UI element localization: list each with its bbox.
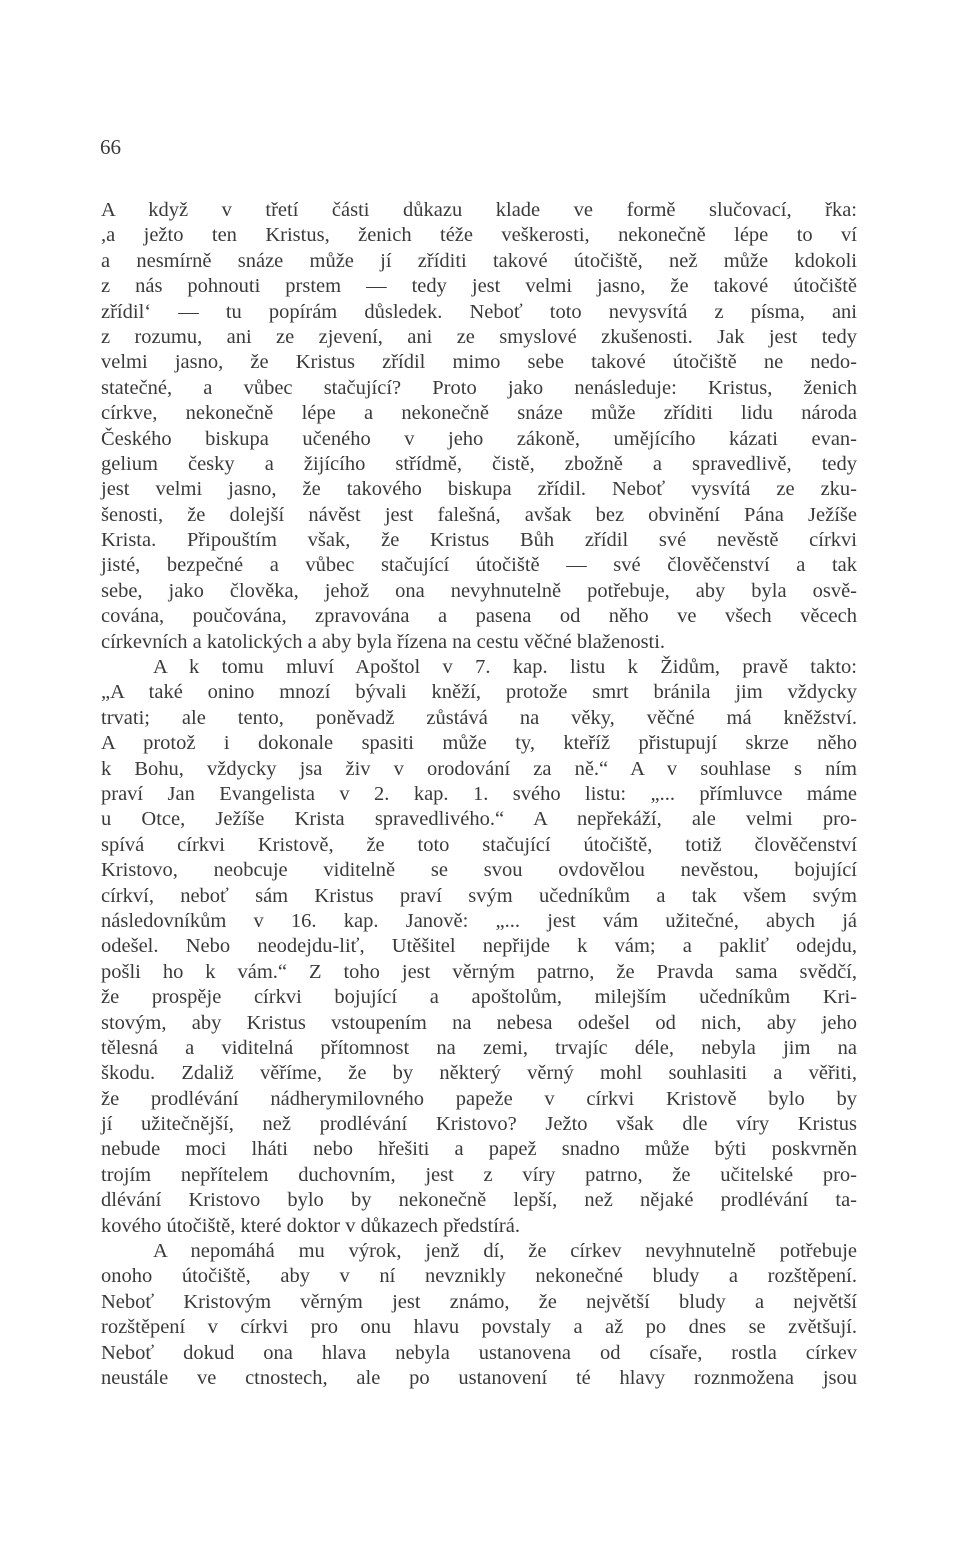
text-line: církevních a katolických a aby byla řízena na cestu věčné blaženosti. — [101, 630, 666, 653]
text-line: „A také onino mnozí bývali kněží, protože smrt bránila jim vždycky — [101, 681, 857, 704]
text-line: jí užitečnější, než prodlévání Kristovo? Ježto však dle víry Kristus — [101, 1113, 857, 1136]
text-line: církví, neboť sám Kristus praví svým učedníkům a tak všem svým — [101, 884, 857, 907]
text-line: církve, nekonečně lépe a nekonečně snáze může zříditi lidu národa — [101, 402, 857, 425]
text-line: onoho útočiště, aby v ní nevznikly nekonečné bludy a rozštěpení. — [101, 1265, 857, 1288]
text-line: rozštěpení v církvi pro onu hlavu povstaly a až po dnes se zvětšují. — [101, 1316, 857, 1339]
text-line: následovníkům v 16. kap. Janově: „... jest vám užitečné, abych já — [101, 909, 857, 932]
text-line: dlévání Kristovo bylo by nekonečně lepší, než nějaké prodlévání ta- — [101, 1189, 857, 1212]
text-line: nebude moci lháti nebo hřešiti a papež snadno může býti poskvrněn — [101, 1138, 857, 1161]
text-line: Neboť dokud ona hlava nebyla ustanovena od císaře, rostla církev — [101, 1341, 857, 1364]
text-line: k Bohu, vždycky jsa živ v orodování za ně.“ A v souhlase s ním — [101, 757, 857, 780]
text-line: ,a ježto ten Kristus, ženich téže veškerosti, nekonečně lépe to ví — [101, 224, 857, 247]
text-line: trojím nepřítelem duchovním, jest z víry patrno, že učitelské pro- — [101, 1163, 857, 1186]
text-line: Českého biskupa učeného v jeho zákoně, umějícího kázati evan- — [101, 427, 857, 450]
text-line: Kristovo, neobcuje viditelně se svou ovdovělou nevěstou, bojující — [101, 859, 857, 882]
text-line: cována, poučována, zpravována a pasena od něho ve všech věcech — [101, 605, 857, 628]
text-line: škodu. Zdaliž věříme, že by některý věrný mohl souhlasiti a věřiti, — [101, 1062, 857, 1085]
text-line: že prodlévání nádherymilovného papeže v církvi Kristově bylo by — [101, 1087, 857, 1110]
text-line: spívá církvi Kristově, že toto stačující útočiště, totiž člověčenství — [101, 833, 857, 856]
text-line: Neboť Kristovým věrným jest známo, že největší bludy a největší — [101, 1290, 857, 1313]
text-line: odešel. Nebo neodejdu-liť, Utěšitel nepřijde k vám; a pakliť odejdu, — [101, 935, 857, 958]
text-line: A protož i dokonale spasiti může ty, kteříž přistupují skrze něho — [101, 732, 857, 755]
text-line: gelium česky a žijícího střídmě, čistě, zbožně a spravedlivě, tedy — [101, 452, 857, 475]
text-line: velmi jasno, že Kristus zřídil mimo sebe takové útočiště ne nedo- — [101, 351, 857, 374]
text-line: A nepomáhá mu výrok, jenž dí, že církev nevyhnutelně potřebuje — [153, 1240, 857, 1263]
text-line: šenosti, že dolejší návěst jest falešná, avšak bez obvinění Pána Ježíše — [101, 503, 857, 526]
text-line: jisté, bezpečné a vůbec stačující útočiště — své člověčenství a tak — [101, 554, 857, 577]
text-line: neustále ve ctnostech, ale po ustanovení té hlavy roznmožena jsou — [101, 1366, 857, 1389]
page-number: 66 — [100, 135, 121, 159]
text-line: A když v třetí části důkazu klade ve formě slučovací, řka: — [101, 199, 857, 221]
text-line: A k tomu mluví Apoštol v 7. kap. listu k Židům, pravě takto: — [153, 656, 857, 679]
text-line: jest velmi jasno, že takového biskupa zřídil. Neboť vysvítá ze zku- — [101, 478, 857, 501]
text-line: trvati; ale tento, poněvadž zůstává na věky, věčné má kněžství. — [101, 706, 857, 729]
text-line: sebe, jako člověka, jehož ona nevyhnutelně potřebuje, aby byla osvě- — [101, 579, 857, 602]
text-line: a nesmírně snáze může jí zříditi takové útočiště, než může kdokoli — [101, 249, 857, 272]
text-line: pošli ho k vám.“ Z toho jest věrným patrno, že Pravda sama svědčí, — [101, 960, 857, 983]
text-line: z nás pohnouti prstem — tedy jest velmi jasno, že takové útočiště — [101, 275, 857, 298]
text-line: Krista. Připouštím však, že Kristus Bůh zřídil své nevěstě církvi — [101, 529, 857, 552]
text-line: u Otce, Ježíše Krista spravedlivého.“ A nepřekáží, ale velmi pro- — [101, 808, 857, 831]
text-line: tělesná a viditelná přítomnost na zemi, trvajíc déle, nebyla jim na — [101, 1036, 857, 1059]
body-text — [101, 198, 857, 1391]
text-line: statečné, a vůbec stačující? Proto jako nenásleduje: Kristus, ženich — [101, 376, 857, 399]
text-line: že prospěje církvi bojující a apoštolům, milejším učedníkům Kri- — [101, 986, 857, 1009]
text-line: kového útočiště, které doktor v důkazech předstírá. — [101, 1214, 520, 1237]
text-line: praví Jan Evangelista v 2. kap. 1. svého listu: „... přímluvce máme — [101, 782, 857, 805]
text-line: z rozumu, ani ze zjevení, ani ze smyslové zkušenosti. Jak jest tedy — [101, 325, 857, 348]
text-line: stovým, aby Kristus vstoupením na nebesa odešel od nich, aby jeho — [101, 1011, 857, 1034]
text-line: zřídil‘ — tu popírám důsledek. Neboť toto nevysvítá z písma, ani — [101, 300, 857, 323]
